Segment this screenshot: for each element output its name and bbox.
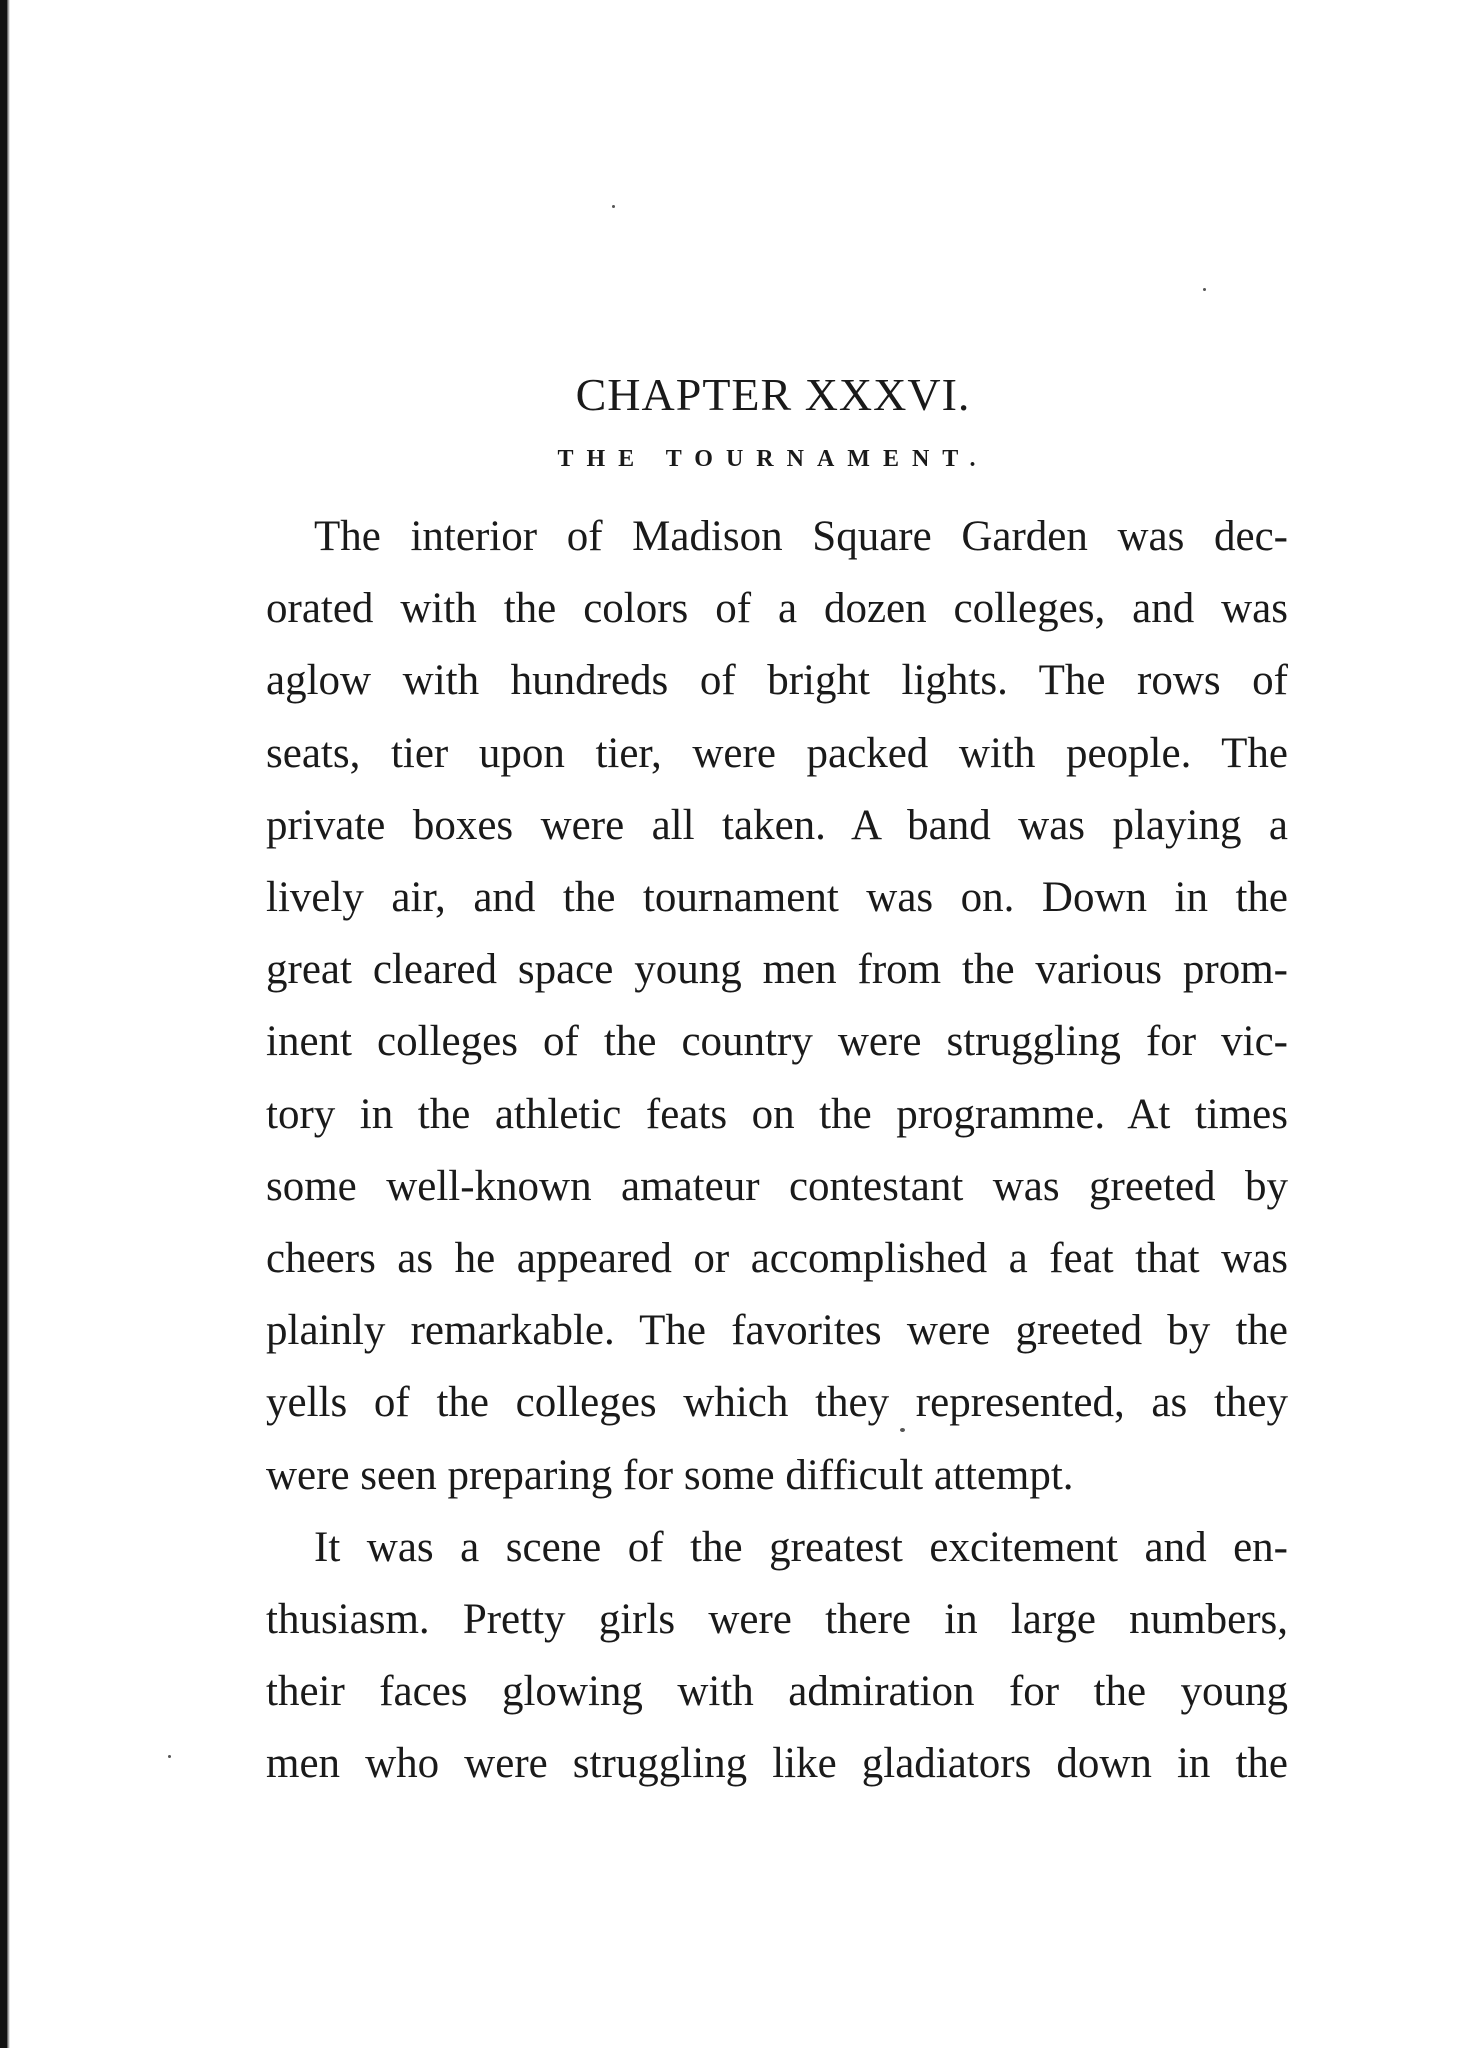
text-line: yells of the colleges which they represented, as they bbox=[266, 1379, 1288, 1427]
text-line: The interior of Madison Square Garden was dec- bbox=[314, 513, 1288, 560]
book-page bbox=[218, 365, 1288, 1801]
paper-speck bbox=[1203, 288, 1206, 291]
text-line: aglow with hundreds of bright lights. The rows of bbox=[266, 657, 1288, 705]
text-line: orated with the colors of a dozen colleges, and was bbox=[266, 585, 1288, 633]
text-line: seats, tier upon tier, were packed with people. The bbox=[266, 729, 1288, 777]
text-line: private boxes were all taken. A band was playing a bbox=[266, 801, 1288, 849]
text-line: It was a scene of the greatest excitement and en- bbox=[314, 1523, 1288, 1571]
text-line: thusiasm. Pretty girls were there in large numbers, bbox=[266, 1596, 1288, 1644]
text-line: great cleared space young men from the various prom- bbox=[266, 946, 1288, 994]
text-line: men who were struggling like gladiators down in the bbox=[266, 1740, 1288, 1788]
text-line: were seen preparing for some difficult attempt. bbox=[266, 1451, 1074, 1499]
text-line: tory in the athletic feats on the programme. At times bbox=[266, 1090, 1288, 1138]
text-line: lively air, and the tournament was on. Down in the bbox=[266, 874, 1288, 922]
page-binding-shadow bbox=[7, 0, 10, 2048]
paragraph-1 bbox=[218, 501, 1288, 1512]
text-line: some well-known amateur contestant was greeted by bbox=[266, 1162, 1288, 1210]
paper-speck bbox=[612, 205, 615, 208]
text-line: their faces glowing with admiration for the young bbox=[266, 1668, 1288, 1716]
chapter-title: CHAPTER XXXVI. bbox=[575, 369, 971, 420]
page-binding-edge bbox=[0, 0, 7, 2048]
chapter-body bbox=[218, 501, 1288, 1801]
text-line: cheers as he appeared or accomplished a feat that was bbox=[266, 1235, 1288, 1283]
paper-speck bbox=[168, 1755, 171, 1758]
text-line: inent colleges of the country were struggling for vic- bbox=[266, 1018, 1288, 1066]
paragraph-2 bbox=[218, 1512, 1288, 1801]
text-line: plainly remarkable. The favorites were greeted by the bbox=[266, 1307, 1288, 1355]
chapter-subtitle: THE TOURNAMENT. bbox=[557, 446, 989, 472]
